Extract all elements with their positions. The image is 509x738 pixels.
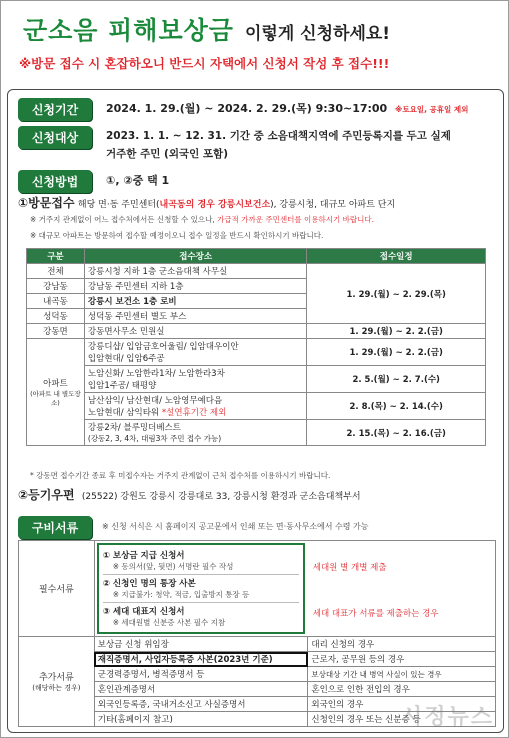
- extra-condition: 근로자, 공무원 등의 경우: [308, 652, 496, 667]
- cat-cell: 성덕동: [27, 309, 85, 324]
- schedule-cell: 2. 8.(목) ~ 2. 14.(수): [307, 393, 486, 420]
- period-note: ※토요일, 공휴일 제외: [395, 105, 469, 114]
- required-item-sub: ※ 동의서(앞, 뒷면) 서명란 필수 작성: [112, 562, 234, 571]
- mail-num: ②: [18, 488, 29, 502]
- required-docs-box: [97, 543, 305, 634]
- visit-line: [18, 194, 395, 211]
- required-item-sub: ※ 지급불가: 청약, 적금, 입출방지 통장 등: [112, 590, 250, 599]
- target-line2: 거주한 주민 (외국인 포함): [106, 148, 228, 160]
- header: [7, 7, 504, 77]
- visit-desc-red: 내곡동의 경우 강릉시보건소: [159, 200, 271, 210]
- period-date: 2024. 1. 29.(월) ~ 2024. 2. 29.(목) 9:30~17:00: [106, 102, 388, 115]
- apt-place1: 강릉디샵/ 입암금호어울림/ 입암대우이안: [87, 342, 239, 352]
- col-header-category: 구분: [27, 249, 85, 264]
- apt-place1: 강릉2차/ 블루밍더베스트: [87, 423, 181, 433]
- reception-table: [26, 248, 486, 446]
- extra-label: 추가서류: [38, 673, 74, 683]
- target-line1: 2023. 1. 1. ~ 12. 31. 기간 중 소음대책지역에 주민등록지를 두고 실제: [106, 130, 451, 142]
- place-cell: 강남동 주민센터 지하 1층: [84, 279, 306, 294]
- extra-condition: 혼인으로 인한 전입의 경우: [308, 682, 496, 697]
- place-cell: 강릉시청 지하 1층 군소음대책 사무실: [84, 264, 306, 279]
- apt-place2: 입암1주공/ 태평양: [87, 381, 157, 391]
- extra-doc: 군경력증명서, 병적증명서 등: [94, 667, 308, 682]
- method-label: 신청방법: [18, 170, 92, 193]
- apt-place2: [88, 406, 303, 418]
- required-item-sub: ※ 세대원별 신분증 사본 필수 지참: [112, 618, 226, 627]
- cat-cell: 강동면: [27, 324, 85, 339]
- visit-title: 방문접수: [28, 196, 75, 210]
- docs-table: [18, 540, 496, 727]
- required-docs-cell: [94, 541, 495, 637]
- cat-cell: 강남동: [27, 279, 85, 294]
- schedule-cell: 1. 29.(월) ~ 2. 2.(금): [307, 339, 486, 366]
- content-frame: [7, 89, 504, 733]
- required-item: [103, 547, 299, 574]
- apt-place1: 노암신화/ 노암한라1차/ 노암한라3차: [87, 369, 225, 379]
- visit-note1: [30, 214, 374, 225]
- extra-sub: (해당하는 경우): [32, 684, 81, 692]
- method-choice: ①, ②중 택 1: [106, 174, 170, 187]
- target-label: 신청대상: [18, 126, 92, 149]
- mail-title: 등기우편: [28, 488, 75, 502]
- place-cell: [84, 339, 306, 366]
- apt-place2: 입암현대/ 입암6주공: [87, 354, 165, 364]
- table-row: [27, 393, 486, 420]
- apt-sub: (아파트 내 별도장소): [30, 390, 81, 407]
- schedule-cell: 1. 29.(월) ~ 2. 29.(목): [307, 264, 486, 324]
- title-sub: 이렇게 신청하세요!: [245, 24, 391, 44]
- warning-subtitle: ※방문 접수 시 혼잡하오니 반드시 자택에서 신청서 작성 후 접수!!!: [19, 56, 390, 71]
- apt-label: 아파트: [43, 379, 68, 389]
- extra-docs-row: [19, 637, 496, 652]
- extra-cat-cell: [19, 637, 95, 727]
- required-docs-row: [19, 541, 496, 637]
- apt-place2-pre: 노암현대/ 삼익타워: [87, 408, 162, 418]
- extra-doc: 보상금 신청 위임장: [94, 637, 308, 652]
- apt-cat-cell: [27, 339, 85, 446]
- table-footnote: * 강동면 접수기간 종료 후 미접수자는 거주지 관계없이 근처 접수처를 이용하시기 바랍니다.: [30, 471, 331, 480]
- table-header-row: [27, 249, 486, 264]
- schedule-cell: 1. 29.(월) ~ 2. 2.(금): [307, 324, 486, 339]
- cat-cell: 내곡동: [27, 294, 85, 309]
- apt-place1: 남산삼익/ 남산현대/ 노암영무예다음: [87, 396, 223, 406]
- extra-condition: 신청인의 경우 또는 신분증 등: [308, 712, 496, 727]
- place-cell: [84, 420, 306, 446]
- extra-doc: 재직증명서, 사업자등록증 사본(2023년 기준): [94, 652, 308, 667]
- cat-cell: 전체: [27, 264, 85, 279]
- table-row: [27, 366, 486, 393]
- extra-doc: 외국인등록증, 국내거소신고 사실증명서: [94, 697, 308, 712]
- apt-place2-red: *설연휴기간 제외: [161, 408, 227, 418]
- required-item: [103, 574, 299, 602]
- col-header-schedule: 접수일정: [307, 249, 486, 264]
- required-note: 세대원 별 개별 제출: [312, 563, 387, 573]
- mail-line: [18, 486, 361, 503]
- required-label: 필수서류: [19, 541, 95, 637]
- visit-desc-post: ), 강릉시청, 대규모 아파트 단지: [270, 200, 396, 210]
- place-cell: [84, 366, 306, 393]
- required-item-title: ② 신청인 명의 통장 사본: [102, 579, 196, 589]
- extra-condition: 보상대상 기간 내 병역 사실이 있는 경우: [308, 667, 496, 682]
- table-row: [27, 420, 486, 446]
- table-row: [27, 324, 486, 339]
- watermark-logo: 시정뉴스: [400, 705, 494, 730]
- col-header-place: 접수장소: [84, 249, 306, 264]
- visit-desc-pre: 해당 면·동 주민센터(: [77, 200, 160, 210]
- period-label: 신청기간: [18, 98, 92, 121]
- docs-note: ※ 신청 서식은 시 홈페이지 공고문에서 인쇄 또는 면·동사무소에서 수령 가능: [102, 522, 369, 531]
- extra-condition: 외국인의 경우: [308, 697, 496, 712]
- required-item-title: ③ 세대 대표지 신청서: [102, 607, 185, 617]
- required-notes: [305, 543, 493, 634]
- required-note: 세대 대표가 서류를 제출하는 경우: [312, 609, 439, 619]
- required-item: [103, 602, 299, 630]
- schedule-cell: 2. 5.(월) ~ 2. 7.(수): [307, 366, 486, 393]
- mail-address: (25522) 강원도 강릉시 강릉대로 33, 강릉시청 환경과 군소음대책부서: [81, 492, 361, 502]
- place-cell: [84, 393, 306, 420]
- table-row: [27, 339, 486, 366]
- extra-doc: 기타(홈페이지 참고): [94, 712, 308, 727]
- apt-place2: (강동2, 3, 4차, 대림3차 주민 접수 가능): [87, 434, 222, 443]
- visit-note1-red: 가급적 가까운 주민센터를 이용하시기 바랍니다.: [217, 215, 374, 224]
- docs-label: 구비서류: [18, 516, 92, 539]
- period-value: [106, 100, 468, 116]
- page-title: [23, 11, 390, 47]
- visit-num: ①: [18, 196, 29, 210]
- place-cell: 강릉시 보건소 1층 로비: [84, 294, 306, 309]
- extra-condition: 대리 신청의 경우: [308, 637, 496, 652]
- table-row: [27, 264, 486, 279]
- place-cell: 강동면사무소 민원실: [84, 324, 306, 339]
- place-cell: 성덕동 주민센터 별도 부스: [84, 309, 306, 324]
- schedule-cell: 2. 15.(목) ~ 2. 16.(금): [307, 420, 486, 446]
- required-item-title: ① 보상금 지급 신청서: [102, 551, 185, 561]
- title-main: 군소음 피해보상금: [23, 16, 234, 45]
- visit-note2: ※ 대규모 아파트는 방문하여 접수할 예정이오니 접수 일정을 반드시 확인하시기 바랍니다.: [30, 231, 324, 240]
- extra-doc: 혼인관계증명서: [94, 682, 308, 697]
- visit-note1-pre: ※ 거주지 관계없이 어느 접수처에서든 신청할 수 있으나,: [30, 215, 218, 224]
